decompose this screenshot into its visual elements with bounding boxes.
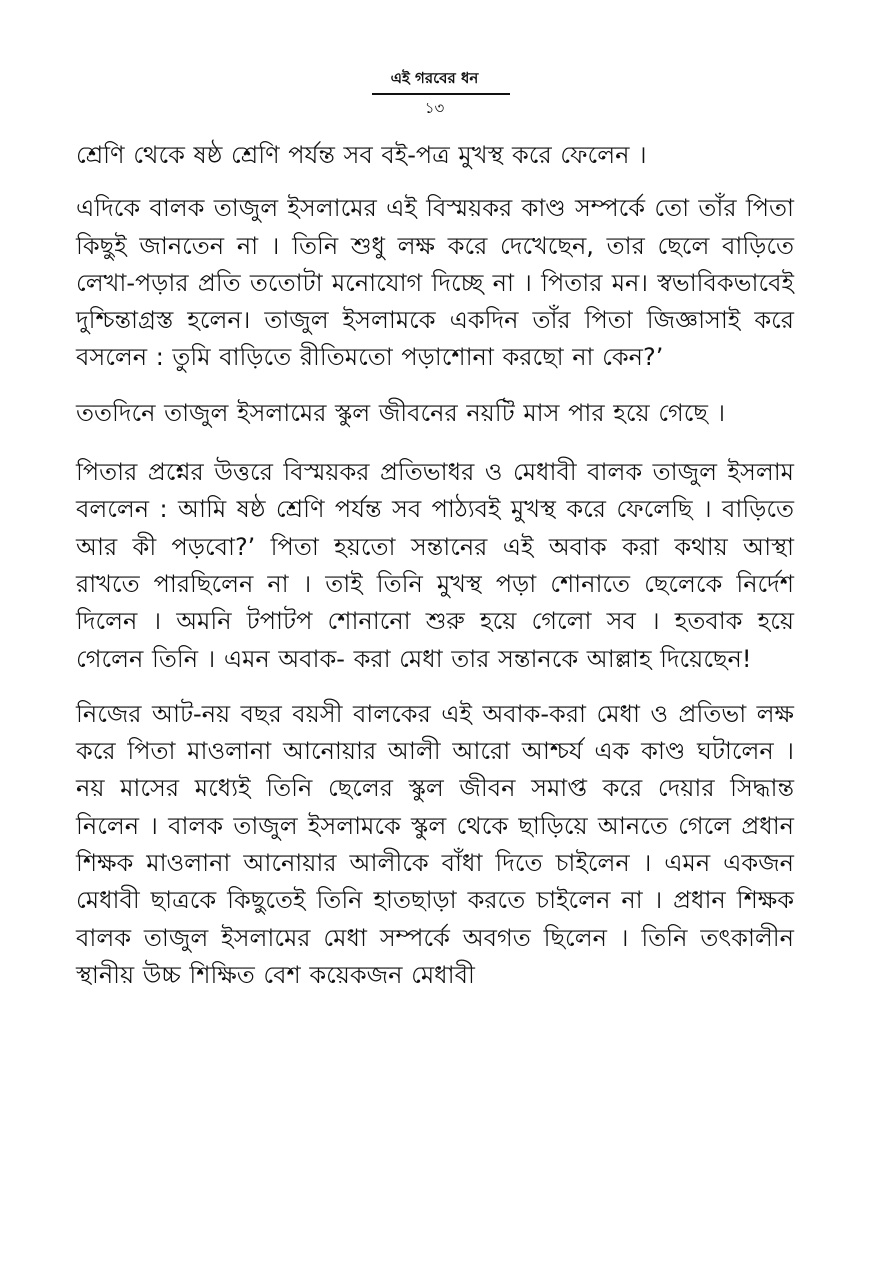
- paragraph-4: পিতার প্রশ্নের উত্তরে বিস্ময়কর প্রতিভাধর ও মেধাবী বালক তাজুল ইসলাম বললেন : আমি ষষ্ঠ শ্রেণি পর্যন্ত সব পাঠ্যবই মুখস্থ করে ফেলেছি । বাড়িতে আর কী পড়বো?’ পিতা হয়তো সন্তানের এই অবাক করা কথায় আস্থা রাখতে পারছিলেন না । তাই তিনি মুখস্থ পড়া শোনাতে ছেলেকে নির্দেশ দিলেন । অমনি টপাটপ শোনানো শুরু হয়ে গেলো সব । হতবাক হয়ে গেলেন তিনি । এমন অবাক- করা মেধা তার সন্তানকে আল্লাহ দিয়েছেন!: [76, 458, 794, 673]
- running-header-title: এই গরবের ধন: [390, 69, 479, 87]
- header-rule: [372, 93, 510, 95]
- body-text: [76, 137, 794, 994]
- paragraph-1: শ্রেণি থেকে ষষ্ঠ শ্রেণি পর্যন্ত সব বই-পত্র মুখস্থ করে ফেলেন ।: [76, 141, 647, 169]
- paragraph-3: ততদিনে তাজুল ইসলামের স্কুল জীবনের নয়টি মাস পার হয়ে গেছে ।: [76, 398, 726, 427]
- paragraph-5: নিজের আট-নয় বছর বয়সী বালকের এই অবাক-করা মেধা ও প্রতিভা লক্ষ করে পিতা মাওলানা আনোয়ার আলী আরো আশ্চর্য এক কাণ্ড ঘটালেন । নয় মাসের মধ্যেই তিনি ছেলের স্কুল জীবন সমাপ্ত করে দেয়ার সিদ্ধান্ত নিলেন । বালক তাজুল ইসলামকে স্কুল থেকে ছাড়িয়ে আনতে গেলে প্রধান শিক্ষক মাওলানা আনোয়ার আলীকে বাঁধা দিতে চাইলেন । এমন একজন মেধাবী ছাত্রকে কিছুতেই তিনি হাতছাড়া করতে চাইলেন না । প্রধান শিক্ষক বালক তাজুল ইসলামের মেধা সম্পর্কে অবগত ছিলেন । তিনি তৎকালীন স্থানীয় উচ্চ শিক্ষিত বেশ কয়েকজন মেধাবী: [76, 699, 794, 989]
- paragraph-2: এদিকে বালক তাজুল ইসলামের এই বিস্ময়কর কাণ্ড সম্পর্কে তো তাঁর পিতা কিছুই জানতেন না । তিনি শুধু লক্ষ করে দেখেছেন, তার ছেলে বাড়িতে লেখা-পড়ার প্রতি ততোটা মনোযোগ দিচ্ছে না । পিতার মন। স্বভাবিকভাবেই দুশ্চিন্তাগ্রস্ত হলেন। তাজুল ইসলামকে একদিন তাঁর পিতা জিজ্ঞাসাই করে বসলেন : তুমি বাড়িতে রীতিমতো পড়াশোনা করছো না কেন?’: [76, 194, 794, 372]
- page-number: ১৩: [424, 99, 445, 117]
